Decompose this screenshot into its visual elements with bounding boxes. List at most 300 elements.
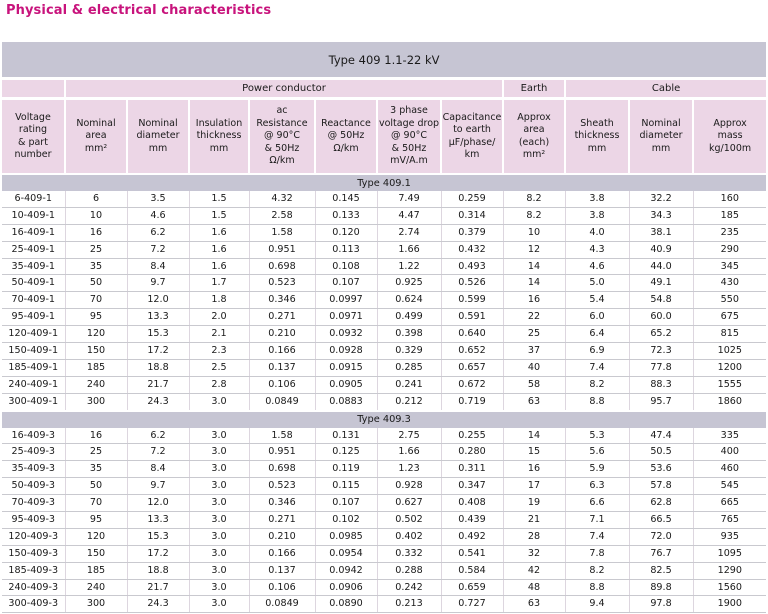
table-cell: 0.672: [441, 376, 503, 393]
table-cell: 8.8: [565, 393, 629, 410]
table-cell: 0.541: [441, 545, 503, 562]
table-cell: 3.8: [565, 207, 629, 224]
table-cell: 2.3: [189, 343, 249, 360]
table-cell: 3.8: [565, 191, 629, 207]
table-cell: 7.2: [127, 444, 189, 461]
table-cell: 24.3: [127, 393, 189, 410]
table-cell: 0.288: [377, 562, 441, 579]
table-cell: 7.2: [127, 241, 189, 258]
part-number-cell: 150-409-1: [2, 343, 65, 360]
group-header-blank: [2, 79, 65, 99]
table-row: [2, 579, 766, 596]
table-cell: 10: [65, 207, 127, 224]
table-cell: 0.584: [441, 562, 503, 579]
table-cell: 6.9: [565, 343, 629, 360]
table-cell: 70: [65, 495, 127, 512]
table-cell: 0.137: [249, 359, 315, 376]
table-cell: 3.0: [189, 478, 249, 495]
table-cell: 0.137: [249, 562, 315, 579]
table-cell: 8.4: [127, 461, 189, 478]
table-cell: 3.0: [189, 428, 249, 444]
column-header: Approx mass kg/100m: [693, 99, 766, 175]
table-row: [2, 444, 766, 461]
table-cell: 185: [693, 207, 766, 224]
table-cell: 13.3: [127, 309, 189, 326]
table-cell: 150: [65, 545, 127, 562]
table-cell: 0.210: [249, 326, 315, 343]
table-cell: 0.928: [377, 478, 441, 495]
part-number-cell: 16-409-3: [2, 428, 65, 444]
table-cell: 3.0: [189, 461, 249, 478]
group-header-power-conductor: Power conductor: [65, 79, 503, 99]
table-cell: 3.0: [189, 512, 249, 529]
table-cell: 3.0: [189, 562, 249, 579]
part-number-cell: 50-409-3: [2, 478, 65, 495]
table-cell: 0.402: [377, 528, 441, 545]
table-cell: 6.3: [565, 478, 629, 495]
table-row: [2, 292, 766, 309]
part-number-cell: 150-409-3: [2, 545, 65, 562]
table-body: [2, 174, 766, 613]
table-cell: 15.3: [127, 326, 189, 343]
table-cell: 0.346: [249, 495, 315, 512]
table-cell: 1.22: [377, 258, 441, 275]
table-cell: 7.4: [565, 359, 629, 376]
table-cell: 66.5: [629, 512, 693, 529]
section-label: Type 409.1: [2, 174, 766, 191]
table-cell: 9.7: [127, 478, 189, 495]
table-cell: 7.4: [565, 528, 629, 545]
table-cell: 2.5: [189, 359, 249, 376]
column-header: Sheath thickness mm: [565, 99, 629, 175]
table-cell: 2.58: [249, 207, 315, 224]
table-row: [2, 562, 766, 579]
table-cell: 0.346: [249, 292, 315, 309]
column-header: Insulation thickness mm: [189, 99, 249, 175]
table-cell: 10: [503, 224, 565, 241]
table-cell: 0.210: [249, 528, 315, 545]
section-header-row: [2, 174, 766, 191]
table-cell: 0.439: [441, 512, 503, 529]
table-cell: 72.3: [629, 343, 693, 360]
table-cell: 1.66: [377, 241, 441, 258]
part-number-cell: 35-409-1: [2, 258, 65, 275]
table-cell: 1.66: [377, 444, 441, 461]
table-cell: 0.125: [315, 444, 377, 461]
table-cell: 0.398: [377, 326, 441, 343]
table-cell: 0.0928: [315, 343, 377, 360]
table-cell: 0.212: [377, 393, 441, 410]
table-cell: 1.58: [249, 428, 315, 444]
table-cell: 0.0954: [315, 545, 377, 562]
table-cell: 2.1: [189, 326, 249, 343]
table-cell: 16: [503, 461, 565, 478]
table-cell: 0.242: [377, 579, 441, 596]
column-header: Nominal area mm²: [65, 99, 127, 175]
table-cell: 6: [65, 191, 127, 207]
table-cell: 1.23: [377, 461, 441, 478]
table-cell: 12.0: [127, 495, 189, 512]
table-cell: 63: [503, 393, 565, 410]
column-header: Capacitance to earth μF/phase/ km: [441, 99, 503, 175]
table-cell: 6.6: [565, 495, 629, 512]
table-cell: 50.5: [629, 444, 693, 461]
table-row: [2, 495, 766, 512]
table-cell: 32: [503, 545, 565, 562]
table-cell: 1.58: [249, 224, 315, 241]
table-cell: 72.0: [629, 528, 693, 545]
table-cell: 24.3: [127, 596, 189, 613]
table-cell: 40.9: [629, 241, 693, 258]
part-number-cell: 185-409-1: [2, 359, 65, 376]
table-cell: 32.2: [629, 191, 693, 207]
table-cell: 5.4: [565, 292, 629, 309]
table-cell: 0.0932: [315, 326, 377, 343]
table-cell: 1200: [693, 359, 766, 376]
table-cell: 40: [503, 359, 565, 376]
part-number-cell: 120-409-1: [2, 326, 65, 343]
table-cell: 1.7: [189, 275, 249, 292]
table-cell: 0.0971: [315, 309, 377, 326]
table-cell: 0.624: [377, 292, 441, 309]
table-cell: 34.3: [629, 207, 693, 224]
table-cell: 0.119: [315, 461, 377, 478]
table-cell: 0.166: [249, 343, 315, 360]
table-cell: 95: [65, 512, 127, 529]
part-number-cell: 6-409-1: [2, 191, 65, 207]
table-cell: 3.0: [189, 528, 249, 545]
table-cell: 0.115: [315, 478, 377, 495]
table-cell: 53.6: [629, 461, 693, 478]
table-cell: 49.1: [629, 275, 693, 292]
table-cell: 5.6: [565, 444, 629, 461]
part-number-cell: 300-409-3: [2, 596, 65, 613]
table-cell: 0.502: [377, 512, 441, 529]
table-cell: 0.523: [249, 478, 315, 495]
table-cell: 13.3: [127, 512, 189, 529]
table-cell: 120: [65, 528, 127, 545]
table-cell: 7.49: [377, 191, 441, 207]
table-cell: 460: [693, 461, 766, 478]
table-cell: 4.0: [565, 224, 629, 241]
table-row: [2, 343, 766, 360]
table-cell: 2.0: [189, 309, 249, 326]
table-cell: 0.255: [441, 428, 503, 444]
table-cell: 89.8: [629, 579, 693, 596]
table-cell: 21: [503, 512, 565, 529]
table-cell: 28: [503, 528, 565, 545]
table-cell: 3.0: [189, 596, 249, 613]
table-cell: 12: [503, 241, 565, 258]
column-header: Nominal diameter mm: [127, 99, 189, 175]
table-cell: 0.314: [441, 207, 503, 224]
table-cell: 25: [65, 241, 127, 258]
table-cell: 185: [65, 359, 127, 376]
table-row: [2, 326, 766, 343]
table-cell: 82.5: [629, 562, 693, 579]
table-cell: 6.2: [127, 224, 189, 241]
table-cell: 4.6: [127, 207, 189, 224]
table-cell: 120: [65, 326, 127, 343]
table-cell: 185: [65, 562, 127, 579]
table-cell: 14: [503, 428, 565, 444]
table-cell: 65.2: [629, 326, 693, 343]
table-cell: 95: [65, 309, 127, 326]
table-cell: 1.6: [189, 258, 249, 275]
table-cell: 0.0997: [315, 292, 377, 309]
table-row: [2, 545, 766, 562]
table-cell: 0.241: [377, 376, 441, 393]
table-cell: 0.640: [441, 326, 503, 343]
table-cell: 15: [503, 444, 565, 461]
table-cell: 48: [503, 579, 565, 596]
table-cell: 77.8: [629, 359, 693, 376]
table-cell: 2.8: [189, 376, 249, 393]
table-row: [2, 428, 766, 444]
table-cell: 765: [693, 512, 766, 529]
table-cell: 0.0985: [315, 528, 377, 545]
table-cell: 16: [65, 224, 127, 241]
table-cell: 0.652: [441, 343, 503, 360]
table-cell: 0.347: [441, 478, 503, 495]
table-cell: 7.1: [565, 512, 629, 529]
column-header-row: [2, 99, 766, 175]
table-cell: 0.102: [315, 512, 377, 529]
table-cell: 5.0: [565, 275, 629, 292]
table-cell: 17.2: [127, 343, 189, 360]
table-row: [2, 258, 766, 275]
table-cell: 0.599: [441, 292, 503, 309]
table-cell: 3.0: [189, 495, 249, 512]
table-cell: 0.0942: [315, 562, 377, 579]
table-cell: 5.9: [565, 461, 629, 478]
table-cell: 8.8: [565, 579, 629, 596]
table-cell: 160: [693, 191, 766, 207]
table-cell: 16: [503, 292, 565, 309]
table-cell: 0.0883: [315, 393, 377, 410]
table-cell: 35: [65, 461, 127, 478]
column-header: Approx area (each) mm²: [503, 99, 565, 175]
table-cell: 22: [503, 309, 565, 326]
table-cell: 21.7: [127, 376, 189, 393]
table-cell: 8.4: [127, 258, 189, 275]
table-cell: 0.499: [377, 309, 441, 326]
table-cell: 0.329: [377, 343, 441, 360]
table-cell: 95.7: [629, 393, 693, 410]
table-cell: 1.6: [189, 224, 249, 241]
table-cell: 0.659: [441, 579, 503, 596]
table-cell: 0.271: [249, 512, 315, 529]
table-cell: 240: [65, 376, 127, 393]
table-cell: 0.0849: [249, 393, 315, 410]
table-cell: 235: [693, 224, 766, 241]
table-cell: 3.0: [189, 444, 249, 461]
table-cell: 4.3: [565, 241, 629, 258]
column-header: Nominal diameter mm: [629, 99, 693, 175]
section-header-row: [2, 411, 766, 428]
table-cell: 8.2: [503, 207, 565, 224]
table-cell: 0.311: [441, 461, 503, 478]
table-cell: 1025: [693, 343, 766, 360]
table-cell: 5.3: [565, 428, 629, 444]
part-number-cell: 95-409-3: [2, 512, 65, 529]
table-cell: 0.432: [441, 241, 503, 258]
part-number-cell: 240-409-3: [2, 579, 65, 596]
table-cell: 3.0: [189, 579, 249, 596]
table-cell: 290: [693, 241, 766, 258]
table-cell: 0.657: [441, 359, 503, 376]
table-cell: 21.7: [127, 579, 189, 596]
column-header: Voltage rating & part number: [2, 99, 65, 175]
table-cell: 35: [65, 258, 127, 275]
table-cell: 0.166: [249, 545, 315, 562]
part-number-cell: 70-409-1: [2, 292, 65, 309]
part-number-cell: 16-409-1: [2, 224, 65, 241]
table-cell: 935: [693, 528, 766, 545]
table-cell: 7.8: [565, 545, 629, 562]
table-cell: 1095: [693, 545, 766, 562]
group-header-earth: Earth: [503, 79, 565, 99]
table-row: [2, 478, 766, 495]
table-cell: 0.131: [315, 428, 377, 444]
table-cell: 550: [693, 292, 766, 309]
table-title: Type 409 1.1-22 kV: [2, 42, 766, 79]
table-cell: 545: [693, 478, 766, 495]
table-cell: 14: [503, 258, 565, 275]
table-cell: 3.0: [189, 393, 249, 410]
part-number-cell: 70-409-3: [2, 495, 65, 512]
table-cell: 8.2: [565, 376, 629, 393]
table-cell: 6.2: [127, 428, 189, 444]
table-cell: 58: [503, 376, 565, 393]
table-cell: 0.0906: [315, 579, 377, 596]
table-cell: 0.523: [249, 275, 315, 292]
table-cell: 4.32: [249, 191, 315, 207]
table-cell: 6.0: [565, 309, 629, 326]
table-cell: 0.113: [315, 241, 377, 258]
table-cell: 1900: [693, 596, 766, 613]
table-cell: 97.8: [629, 596, 693, 613]
table-cell: 0.951: [249, 444, 315, 461]
table-cell: 25: [65, 444, 127, 461]
part-number-cell: 95-409-1: [2, 309, 65, 326]
table-cell: 0.271: [249, 309, 315, 326]
table-cell: 240: [65, 579, 127, 596]
table-cell: 0.493: [441, 258, 503, 275]
table-cell: 0.408: [441, 495, 503, 512]
part-number-cell: 300-409-1: [2, 393, 65, 410]
table-cell: 2.74: [377, 224, 441, 241]
table-cell: 4.47: [377, 207, 441, 224]
table-cell: 57.8: [629, 478, 693, 495]
table-cell: 0.719: [441, 393, 503, 410]
table-cell: 0.0915: [315, 359, 377, 376]
table-cell: 17.2: [127, 545, 189, 562]
part-number-cell: 50-409-1: [2, 275, 65, 292]
part-number-cell: 10-409-1: [2, 207, 65, 224]
table-cell: 63: [503, 596, 565, 613]
table-cell: 25: [503, 326, 565, 343]
table-cell: 76.7: [629, 545, 693, 562]
table-cell: 8.2: [503, 191, 565, 207]
table-cell: 0.332: [377, 545, 441, 562]
table-cell: 6.4: [565, 326, 629, 343]
table-cell: 3.0: [189, 545, 249, 562]
table-cell: 19: [503, 495, 565, 512]
table-cell: 50: [65, 478, 127, 495]
table-cell: 17: [503, 478, 565, 495]
table-cell: 1.5: [189, 207, 249, 224]
table-cell: 0.379: [441, 224, 503, 241]
table-cell: 0.0890: [315, 596, 377, 613]
table-cell: 0.106: [249, 579, 315, 596]
column-header: 3 phase voltage drop @ 90°C & 50Hz mV/A.m: [377, 99, 441, 175]
table-cell: 37: [503, 343, 565, 360]
table-cell: 0.107: [315, 275, 377, 292]
table-cell: 335: [693, 428, 766, 444]
table-cell: 0.285: [377, 359, 441, 376]
table-cell: 0.259: [441, 191, 503, 207]
table-row: [2, 309, 766, 326]
table-cell: 42: [503, 562, 565, 579]
table-cell: 0.698: [249, 258, 315, 275]
table-cell: 1.8: [189, 292, 249, 309]
table-cell: 1860: [693, 393, 766, 410]
part-number-cell: 25-409-3: [2, 444, 65, 461]
table-row: [2, 191, 766, 207]
table-cell: 1555: [693, 376, 766, 393]
table-row: [2, 275, 766, 292]
part-number-cell: 35-409-3: [2, 461, 65, 478]
table-cell: 44.0: [629, 258, 693, 275]
table-row: [2, 376, 766, 393]
table-cell: 4.6: [565, 258, 629, 275]
table-row: [2, 359, 766, 376]
table-cell: 300: [65, 393, 127, 410]
table-cell: 0.107: [315, 495, 377, 512]
table-row: [2, 528, 766, 545]
column-header: Reactance @ 50Hz Ω/km: [315, 99, 377, 175]
characteristics-table: [2, 42, 766, 613]
table-row: [2, 224, 766, 241]
table-cell: 0.526: [441, 275, 503, 292]
page-heading: Physical & electrical characteristics: [6, 3, 272, 18]
table-cell: 430: [693, 275, 766, 292]
table-cell: 47.4: [629, 428, 693, 444]
table-cell: 38.1: [629, 224, 693, 241]
part-number-cell: 120-409-3: [2, 528, 65, 545]
table-row: [2, 461, 766, 478]
table-cell: 0.0905: [315, 376, 377, 393]
table-cell: 1.6: [189, 241, 249, 258]
table-cell: 0.106: [249, 376, 315, 393]
column-header: ac Resistance @ 90°C & 50Hz Ω/km: [249, 99, 315, 175]
table-cell: 18.8: [127, 562, 189, 579]
table-row: [2, 241, 766, 258]
table-cell: 0.108: [315, 258, 377, 275]
table-cell: 400: [693, 444, 766, 461]
table-cell: 54.8: [629, 292, 693, 309]
table-cell: 14: [503, 275, 565, 292]
table-cell: 345: [693, 258, 766, 275]
table-cell: 9.4: [565, 596, 629, 613]
table-cell: 62.8: [629, 495, 693, 512]
table-row: [2, 207, 766, 224]
table-cell: 150: [65, 343, 127, 360]
table-cell: 8.2: [565, 562, 629, 579]
table-cell: 300: [65, 596, 127, 613]
group-header-cable: Cable: [565, 79, 766, 99]
